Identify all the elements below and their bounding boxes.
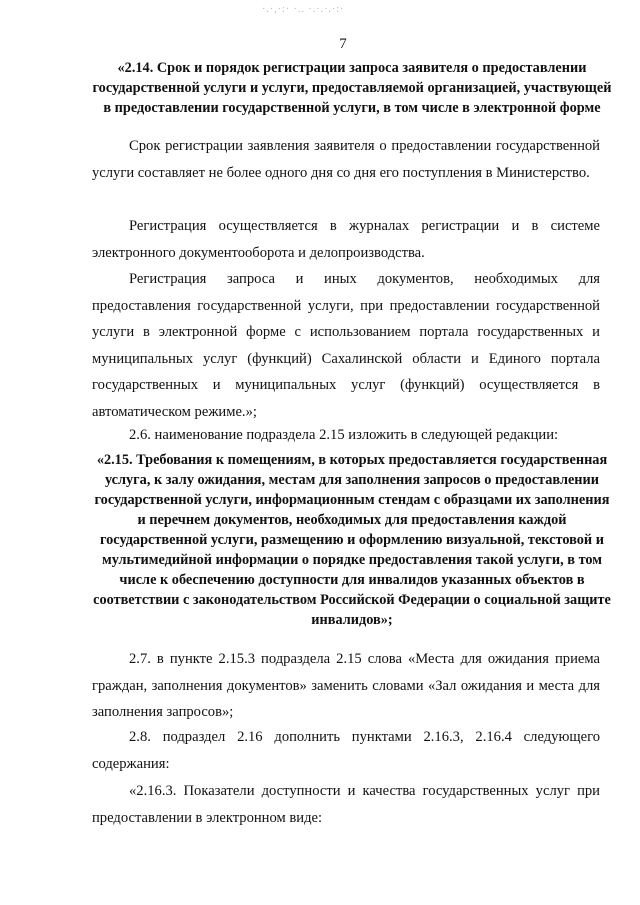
paragraph-item-2-16-3: «2.16.3. Показатели доступности и качества государственных услуг при предоставлении в электронном виде:: [92, 783, 600, 826]
page-number: 7: [339, 36, 347, 52]
paragraph-registration-term: Срок регистрации заявления заявителя о предоставлении государственной услуги составляет не более одного дня со дня его поступления в Министерство.: [92, 138, 600, 181]
section-heading-2-15: «2.15. Требования к помещениям, в которых предоставляется государственная услуга, к залу ожидания, местам для заполнения запросов о предоставлении государственной услуги, информационным стендам с образцами их заполнения и перечнем документов, необходимых для предоставления каждой государственной услуги, размещению и оформлению визуальной, текстовой и мультимедийной информации о порядке предоставления такой услуги, в том числе к обеспечению доступности для инвалидов указанных объектов в соответствии с законодательством Российской Федерации о социальной защите инвалидов»;: [93, 452, 611, 628]
paragraph-item-2-8: 2.8. подраздел 2.16 дополнить пунктами 2.16.3, 2.16.4 следующего содержания:: [92, 729, 600, 772]
paragraph-electronic-registration: Регистрация запроса и иных документов, необходимых для предоставления государственной услуги, при предоставлении государственной услуги в электронной форме с использованием портала государственных и муниципальных услуг (функций) Сахалинской области и Единого портала государственных и муниципальных услуг (функций) осуществляется в автоматическом режиме.»;: [92, 271, 600, 420]
paragraph-item-2-7: 2.7. в пункте 2.15.3 подраздела 2.15 слова «Места для ожидания приема граждан, заполнения документов» заменить словами «Зал ожидания и места для заполнения запросов»;: [92, 651, 600, 720]
section-heading-2-14: «2.14. Срок и порядок регистрации запроса заявителя о предоставлении государственной услуги и услуги, предоставляемой организацией, участвующей в предоставлении государственной услуги, в том числе в электронной форме: [92, 60, 612, 116]
paragraph-item-2-6: 2.6. наименование подраздела 2.15 изложить в следующей редакции:: [129, 427, 559, 443]
scan-noise: ·.·,·:· ·.. ·.·.·.·:·: [262, 4, 345, 15]
paragraph-registration-journals: Регистрация осуществляется в журналах регистрации и в системе электронного документооборота и делопроизводства.: [92, 218, 600, 261]
